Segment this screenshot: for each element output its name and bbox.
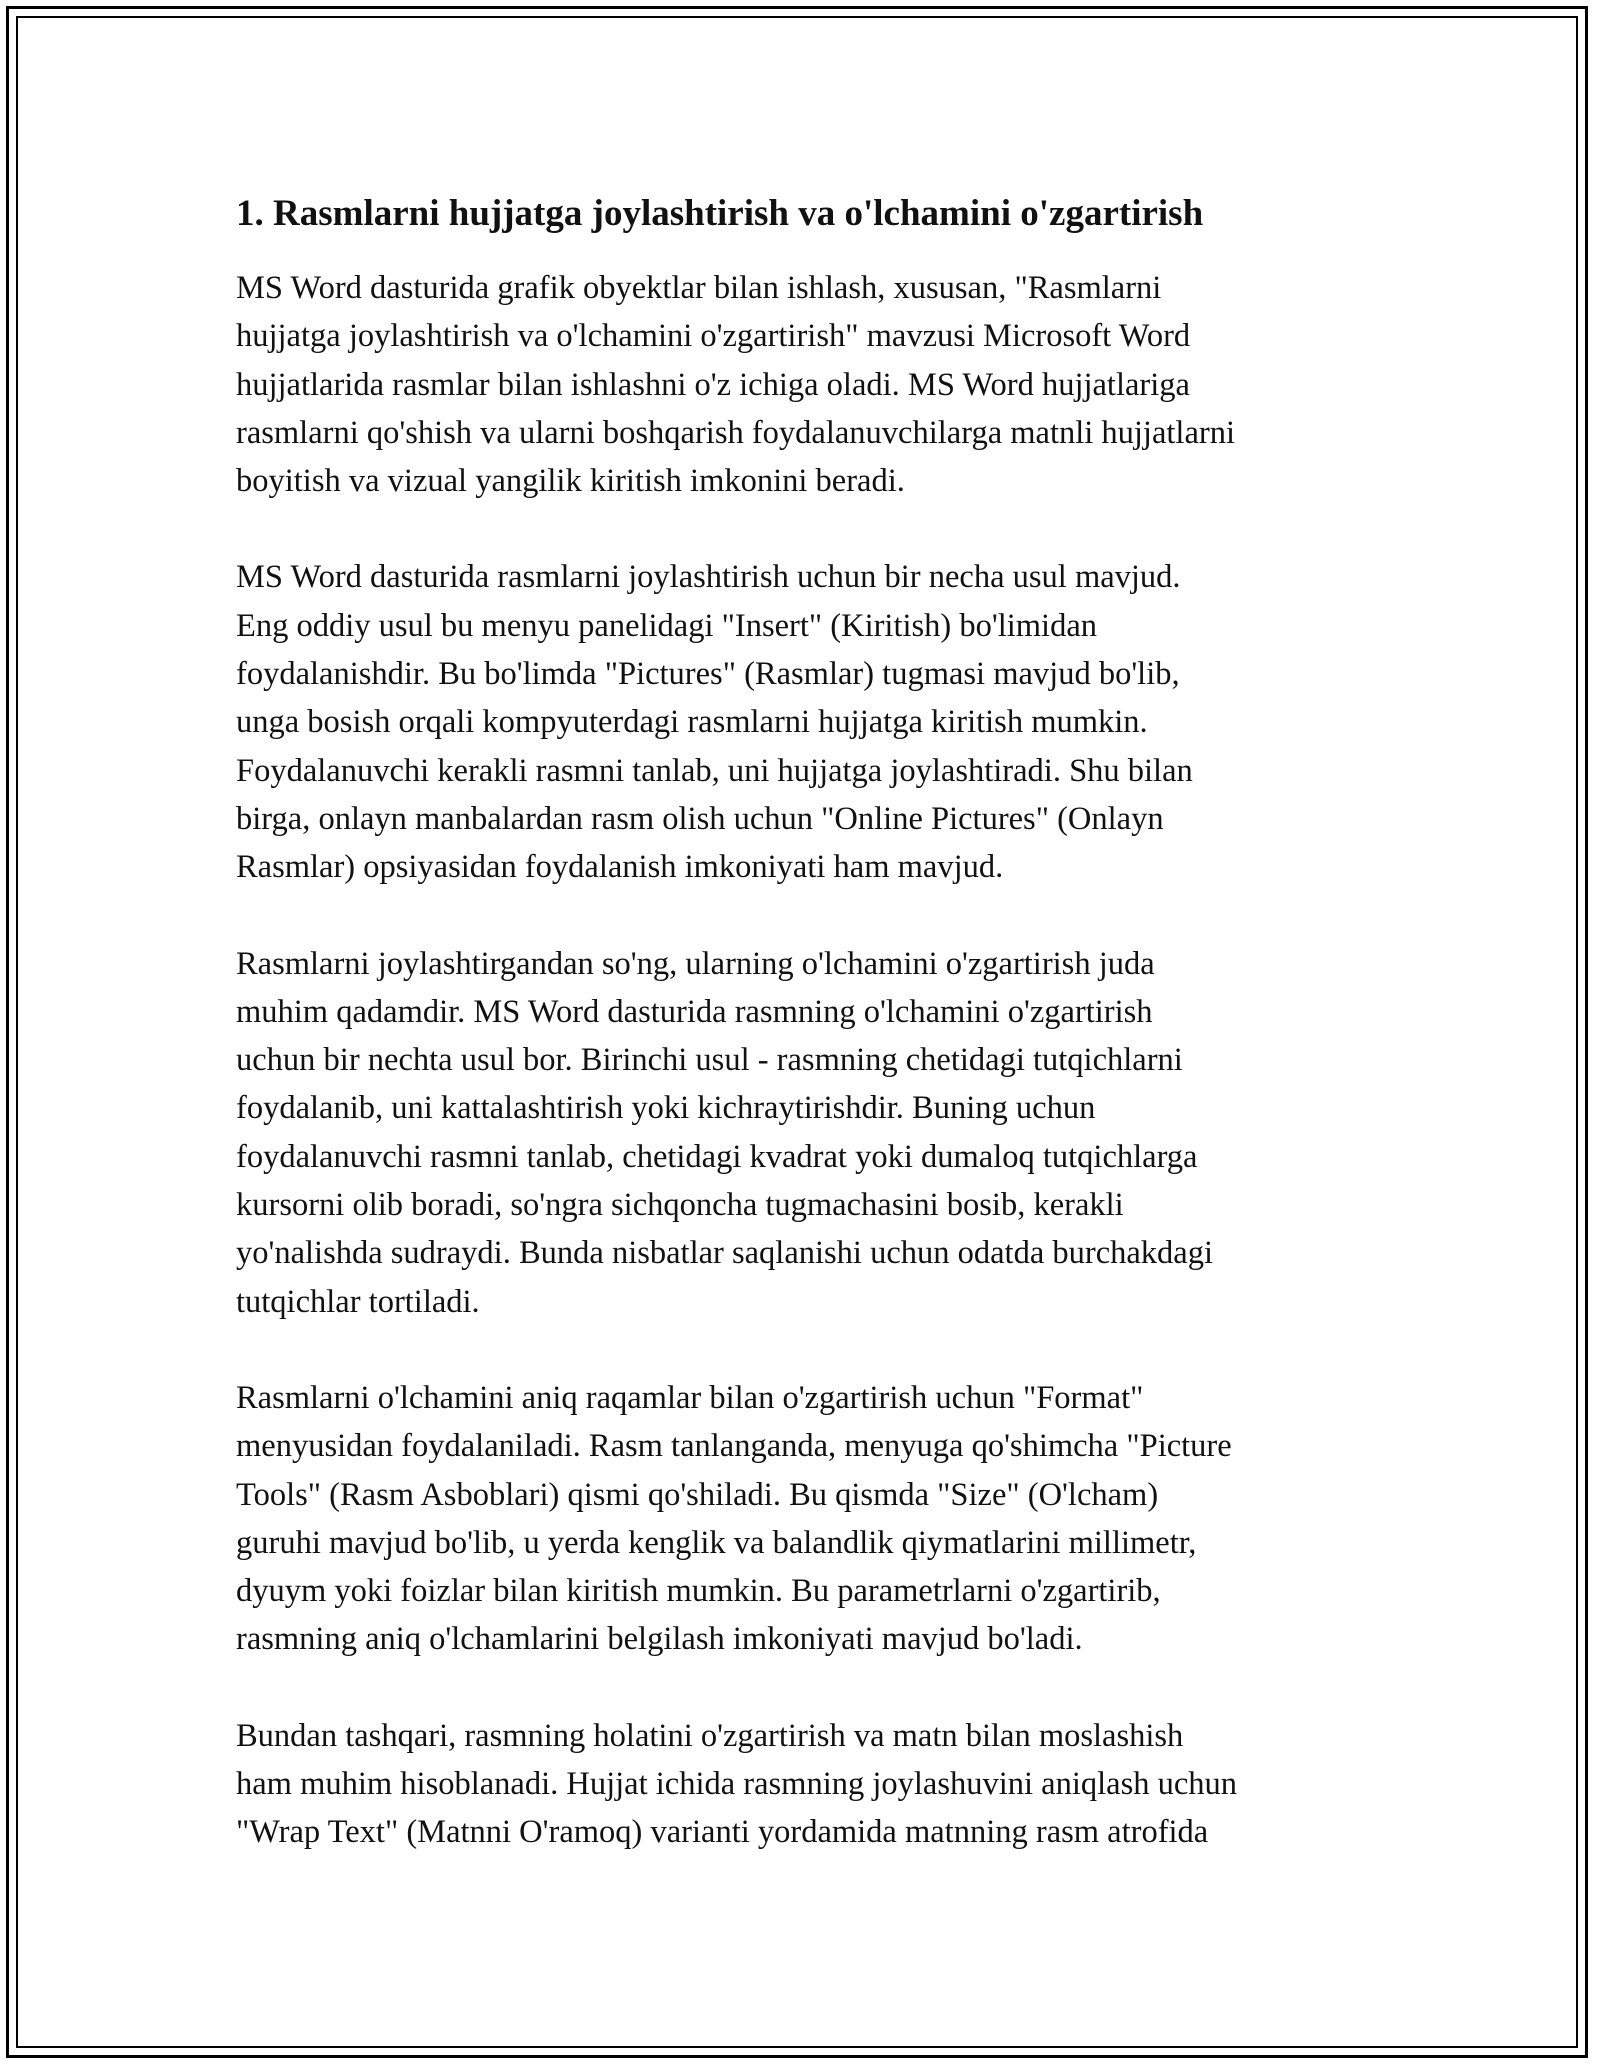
paragraph-line: foydalanuvchi rasmni tanlab, chetidagi kvadrat yoki dumaloq tutqichlarga bbox=[236, 1138, 1198, 1175]
paragraph-5 bbox=[236, 1712, 1376, 1857]
paragraph-line: kursorni olib boradi, so'ngra sichqoncha tugmachasini bosib, kerakli bbox=[236, 1187, 1124, 1224]
paragraph-line: yo'nalishda sudraydi. Bunda nisbatlar saqlanishi uchun odatda burchakdagi bbox=[236, 1235, 1214, 1272]
paragraph-2 bbox=[236, 553, 1376, 891]
paragraph-line: Eng oddiy usul bu menyu panelidagi "Insert" (Kiritish) bo'limidan bbox=[236, 607, 1098, 644]
section-heading: 1. Rasmlarni hujjatga joylashtirish va o'lchamini o'zgartirish bbox=[236, 193, 1204, 234]
paragraph-line: menyusidan foydalaniladi. Rasm tanlanganda, menyuga qo'shimcha "Picture bbox=[236, 1428, 1232, 1465]
paragraph-1 bbox=[236, 264, 1376, 505]
paragraph-line: MS Word dasturida grafik obyektlar bilan ishlash, xususan, "Rasmlarni bbox=[236, 270, 1162, 306]
paragraph-line: dyuym yoki foizlar bilan kiritish mumkin. Bu parametrlarni o'zgartirib, bbox=[236, 1573, 1161, 1610]
paragraph-line: muhim qadamdir. MS Word dasturida rasmning o'lchamini o'zgartirish bbox=[236, 993, 1153, 1030]
paragraph-line: boyitish va vizual yangilik kiritish imkonini beradi. bbox=[236, 463, 905, 500]
paragraph-line: MS Word dasturida rasmlarni joylashtirish uchun bir necha usul mavjud. bbox=[236, 559, 1181, 596]
paragraph-line: foydalanib, uni kattalashtirish yoki kichraytirishdir. Buning uchun bbox=[236, 1090, 1096, 1127]
paragraph-line: Rasmlarni joylashtirgandan so'ng, ularning o'lchamini o'zgartirish juda bbox=[236, 945, 1155, 982]
paragraph-line: unga bosish orqali kompyuterdagi rasmlarni hujjatga kiritish mumkin. bbox=[236, 704, 1148, 741]
paragraph-line: uchun bir nechta usul bor. Birinchi usul - rasmning chetidagi tutqichlarni bbox=[236, 1042, 1183, 1079]
paragraph-line: Foydalanuvchi kerakli rasmni tanlab, uni hujjatga joylashtiradi. Shu bilan bbox=[236, 752, 1193, 789]
paragraph-4 bbox=[236, 1374, 1376, 1664]
paragraph-line: rasmning aniq o'lchamlarini belgilash imkoniyati mavjud bo'ladi. bbox=[236, 1621, 1083, 1658]
document-body bbox=[236, 186, 1376, 1905]
paragraph-line: birga, onlayn manbalardan rasm olish uchun "Online Pictures" (Onlayn bbox=[236, 800, 1164, 837]
paragraph-line: "Wrap Text" (Matnni O'ramoq) varianti yordamida matnning rasm atrofida bbox=[236, 1814, 1209, 1851]
paragraph-line: foydalanishdir. Bu bo'limda "Pictures" (Rasmlar) tugmasi mavjud bo'lib, bbox=[236, 656, 1180, 693]
paragraph-line: tutqichlar tortiladi. bbox=[236, 1283, 480, 1320]
paragraph-line: Rasmlar) opsiyasidan foydalanish imkoniyati ham mavjud. bbox=[236, 849, 1004, 886]
paragraph-line: Bundan tashqari, rasmning holatini o'zgartirish va matn bilan moslashish bbox=[236, 1717, 1184, 1754]
paragraph-line: guruhi mavjud bo'lib, u yerda kenglik va balandlik qiymatlarini millimetr, bbox=[236, 1524, 1197, 1561]
paragraph-line: hujjatga joylashtirish va o'lchamini o'zgartirish" mavzusi Microsoft Word bbox=[236, 318, 1191, 355]
paragraph-line: Tools" (Rasm Asboblari) qismi qo'shiladi. Bu qismda "Size" (O'lcham) bbox=[236, 1476, 1159, 1513]
paragraph-line: rasmlarni qo'shish va ularni boshqarish foydalanuvchilarga matnli hujjatlarni bbox=[236, 414, 1235, 451]
paragraph-3 bbox=[236, 940, 1376, 1326]
paragraph-line: Rasmlarni o'lchamini aniq raqamlar bilan o'zgartirish uchun "Format" bbox=[236, 1379, 1144, 1416]
paragraph-line: hujjatlarida rasmlar bilan ishlashni o'z ichiga oladi. MS Word hujjatlariga bbox=[236, 366, 1190, 403]
paragraph-line: ham muhim hisoblanadi. Hujjat ichida rasmning joylashuvini aniqlash uchun bbox=[236, 1766, 1238, 1803]
